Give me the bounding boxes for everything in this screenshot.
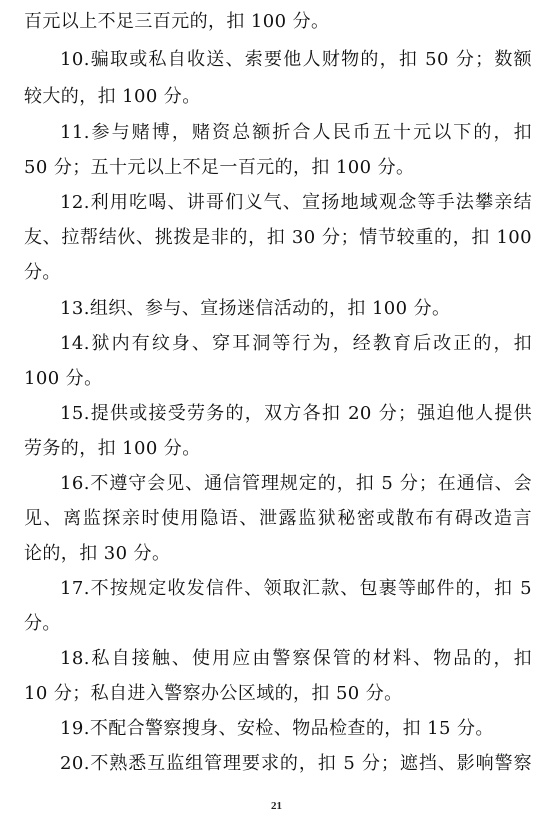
text-line: 10 分；私自进入警察办公区域的，扣 50 分。	[24, 683, 403, 704]
text-line: 12.利用吃喝、讲哥们义气、宣扬地域观念等手法攀亲结	[60, 192, 532, 213]
text-line: 见、离监探亲时使用隐语、泄露监狱秘密或散布有碍改造言	[24, 508, 532, 529]
text-line: 劳务的，扣 100 分。	[24, 438, 201, 459]
text-line: 11.参与赌博，赌资总额折合人民币五十元以下的，扣	[60, 122, 532, 143]
text-line: 19.不配合警察搜身、安检、物品检查的，扣 15 分。	[60, 718, 494, 739]
text-line: 分。	[24, 613, 61, 634]
text-line: 14.狱内有纹身、穿耳洞等行为，经教育后改正的，扣	[60, 333, 532, 354]
text-line: 100 分。	[24, 368, 103, 389]
text-line: 20.不熟悉互监组管理要求的，扣 5 分；遮挡、影响警察	[60, 753, 532, 774]
page-number: 21	[271, 800, 282, 812]
text-line: 13.组织、参与、宣扬迷信活动的，扣 100 分。	[60, 298, 451, 319]
text-line: 16.不遵守会见、通信管理规定的，扣 5 分；在通信、会	[60, 473, 532, 494]
text-line: 友、拉帮结伙、挑拨是非的，扣 30 分；情节较重的，扣 100	[24, 227, 532, 248]
text-line: 论的，扣 30 分。	[24, 543, 171, 564]
text-line: 10.骗取或私自收送、索要他人财物的，扣 50 分；数额	[60, 49, 532, 70]
text-line: 较大的，扣 100 分。	[24, 86, 201, 107]
text-line: 百元以上不足三百元的，扣 100 分。	[24, 11, 330, 32]
text-line: 18.私自接触、使用应由警察保管的材料、物品的，扣	[60, 648, 532, 669]
text-line: 50 分；五十元以上不足一百元的，扣 100 分。	[24, 157, 415, 178]
text-line: 15.提供或接受劳务的，双方各扣 20 分；强迫他人提供	[60, 403, 532, 424]
text-line: 17.不按规定收发信件、领取汇款、包裹等邮件的，扣 5	[60, 578, 532, 599]
text-line: 分。	[24, 262, 61, 283]
